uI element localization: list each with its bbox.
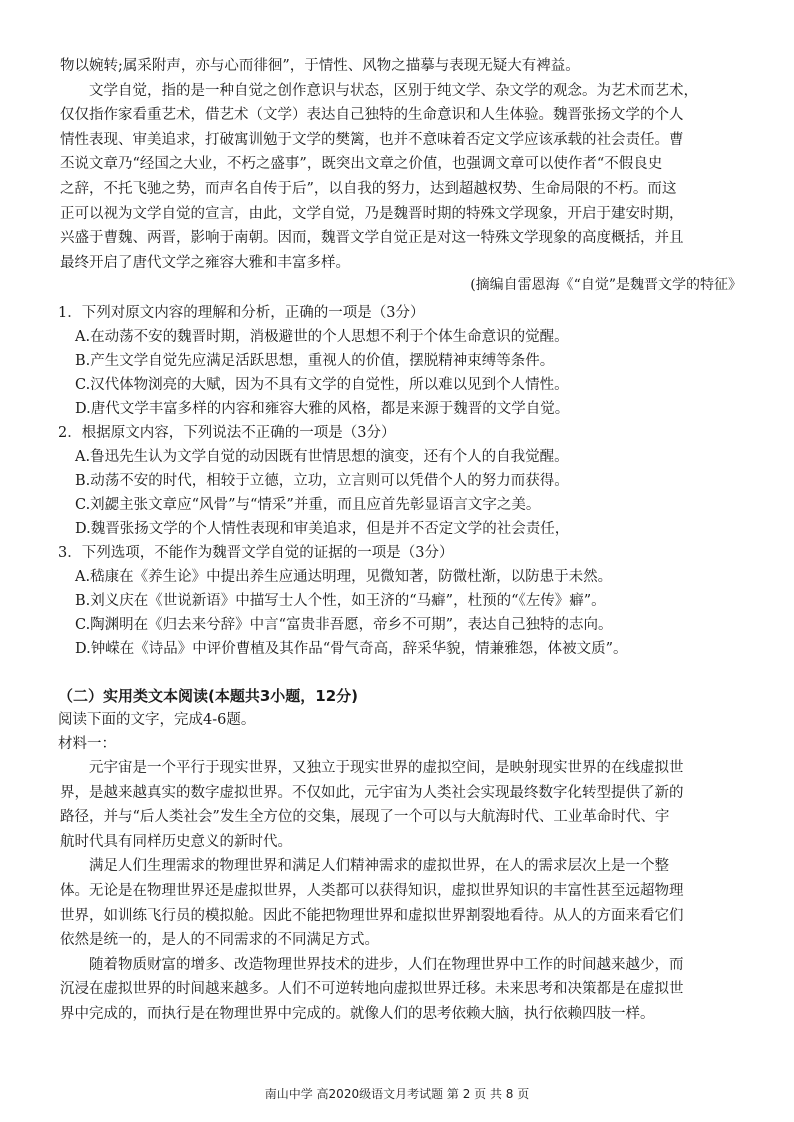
question-1-option-d: D.唐代文学丰富多样的内容和雍容大雅的风格，都是来源于魏晋的文学自觉。 <box>75 401 570 417</box>
passage-2-line: 沉浸在虚拟世界的时间越来越多。人们不可逆转地向虚拟世界迁移。未来思考和决策都是在虚拟世 <box>60 981 684 998</box>
passage-2-line: 世界，如训练飞行员的模拟舱。因此不能把物理世界和虚拟世界割裂地看待。从人的方面来看它们 <box>60 907 684 924</box>
passage-2-line: 随着物质财富的增多、改造物理世界技术的进步，人们在物理世界中工作的时间越来越少，而 <box>60 956 684 973</box>
material-1-label: 材料一： <box>58 736 116 752</box>
passage-1-line: 之辞，不托飞驰之势，而声名自传于后”，以自我的努力，达到超越权势、生命局限的不朽。而这 <box>60 180 677 197</box>
question-1-stem: 1．下列对原文内容的理解和分析，正确的一项是（3分） <box>58 305 425 321</box>
question-3-stem: 3．下列选项，不能作为魏晋文学自觉的证据的一项是（3分） <box>58 545 454 561</box>
passage-2-line: 满足人们生理需求的物理世界和满足人们精神需求的虚拟世界，在人的需求层次上是一个整 <box>60 858 669 875</box>
question-3-option-d: D.钟嵘在《诗品》中评价曹植及其作品“骨气奇高，辞采华貌，情兼雅怨，体被文质”。 <box>75 641 628 657</box>
passage-1-line: 正可以视为文学自觉的宣言，由此，文学自觉，乃是魏晋时期的特殊文学现象，开启于建安时期， <box>60 205 684 222</box>
passage-2-line: 路径，并与“后人类社会”发生全方位的交集，展现了一个可以与大航海时代、工业革命时代、宇 <box>60 809 670 826</box>
passage-2-line: 界，是越来越真实的数字虚拟世界。不仅如此，元宇宙为人类社会实现最终数字化转型提供了新的 <box>60 784 684 801</box>
question-2-option-b: B.动荡不安的时代，相较于立德，立功，立言则可以凭借个人的努力而获得。 <box>75 473 569 489</box>
question-3-option-c: C.陶渊明在《归去来兮辞》中言“富贵非吾愿，帝乡不可期”，表达自己独特的志向。 <box>75 617 613 633</box>
passage-1-line: 丕说文章乃“经国之大业，不朽之盛事”，既突出文章之价值，也强调文章可以使作者“不假良史 <box>60 156 663 173</box>
section-2-heading: （二）实用类文本阅读(本题共3小题，12分) <box>58 687 359 705</box>
passage-1-source: (摘编自雷恩海《“自觉”是魏晋文学的特征》 <box>470 277 742 293</box>
question-2-option-a: A.鲁迅先生认为文学自觉的动因既有世情思想的演变，还有个人的自我觉醒。 <box>75 449 569 465</box>
question-1-option-b: B.产生文学自觉先应满足活跃思想，重视人的价值，摆脱精神束缚等条件。 <box>75 353 555 369</box>
question-2-stem: 2．根据原文内容，下列说法不正确的一项是（3分） <box>58 425 396 441</box>
passage-2-line: 体。无论是在物理世界还是虚拟世界，人类都可以获得知识，虚拟世界知识的丰富性甚至远超物理 <box>60 882 684 899</box>
passage-1-line: 文学自觉，指的是一种自觉之创作意识与状态，区别于纯文学、杂文学的观念。为艺术而艺术， <box>60 82 698 99</box>
question-2-option-d: D.魏晋张扬文学的个人情性表现和审美追求，但是并不否定文学的社会责任， <box>75 521 570 537</box>
question-1-option-c: C.汉代体物浏亮的大赋，因为不具有文学的自觉性，所以难以见到个人情性。 <box>75 377 569 393</box>
question-3-option-b: B.刘义庆在《世说新语》中描写士人个性，如王济的“马癖”，杜预的“《左传》癖”。 <box>75 593 606 609</box>
passage-2-line: 元宇宙是一个平行于现实世界，又独立于现实世界的虚拟空间，是映射现实世界的在线虚拟世 <box>60 760 684 776</box>
passage-1 <box>60 54 743 275</box>
passage-1-line: 兴盛于曹魏、两晋，影响于南朝。因而，魏晋文学自觉正是对这一特殊文学现象的高度概括，并且 <box>60 230 684 247</box>
passage-1-line: 仅仅指作家看重艺术，借艺术（文学）表达自己独特的生命意识和人生体验。魏晋张扬文学的个人 <box>60 107 684 124</box>
passage-2-line: 依然是统一的，是人的不同需求的不同满足方式。 <box>60 932 379 949</box>
page-footer: 南山中学 高2020级语文月考试题 第 2 页 共 8 页 <box>264 1087 530 1101</box>
passage-1-line: 物以婉转;属采附声，亦与心而徘徊”，于情性、风物之描摹与表现无疑大有裨益。 <box>60 58 580 74</box>
section-2-instruction: 阅读下面的文字，完成4-6题。 <box>58 712 256 728</box>
passage-2-line: 航时代具有同样历史意义的新时代。 <box>60 833 292 850</box>
passage-2 <box>60 756 743 1027</box>
passage-1-line: 最终开启了唐代文学之雍容大雅和丰富多样。 <box>60 254 350 271</box>
question-2-option-c: C.刘勰主张文章应“风骨”与“情采”并重，而且应首先彰显语言文字之美。 <box>75 497 541 513</box>
passage-1-line: 情性表现、审美追求，打破寓训勉于文学的樊篱，也并不意味着否定文学应该承载的社会责任。曹 <box>60 131 684 148</box>
question-3-option-a: A.嵇康在《养生论》中提出养生应通达明理，见微知著，防微杜渐，以防患于未然。 <box>75 569 613 585</box>
question-1-option-a: A.在动荡不安的魏晋时期，消极避世的个人思想不利于个体生命意识的觉醒。 <box>75 329 569 345</box>
passage-2-line: 界中完成的，而执行是在物理世界中完成的。就像人们的思考依赖大脑，执行依赖四肢一样。 <box>60 1005 655 1022</box>
